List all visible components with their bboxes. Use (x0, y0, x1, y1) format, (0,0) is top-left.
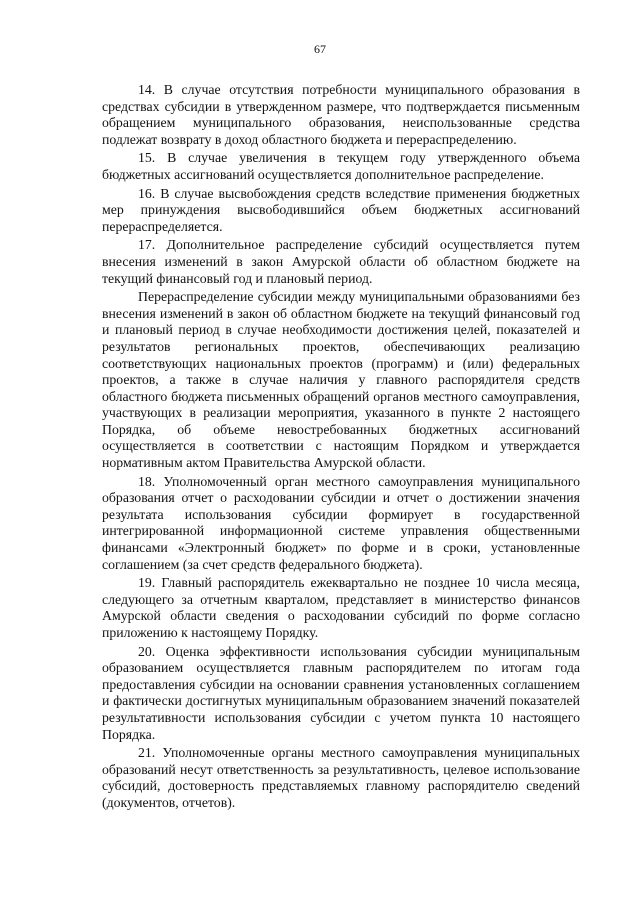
paragraph-21: 21. Уполномоченные органы местного самоуправления муниципальных образований несут ответственность за результативность, целевое использование субсидий, достоверность представляемых главному распорядителю сведений (документов, отчетов). (102, 745, 580, 810)
paragraph-redistribution: Перераспределение субсидии между муниципальными образованиями без внесения изменений в закон об областном бюджете на текущий финансовый год и плановый период в случае необходимости достижения целей, показателей и результатов региональных проектов, обеспечивающих реализацию соответствующих национальных проектов (программ) и (или) федеральных проектов, а также в случае наличия у главного распорядителя средств областного бюджета письменных обращений органов местного самоуправления, участвующих в реализации мероприятия, указанного в пункте 2 настоящего Порядка, об объеме невостребованных бюджетных ассигнований осуществляется в соответствии с настоящим Порядком и утверждается нормативным актом Правительства Амурской области. (102, 289, 580, 471)
paragraph-17: 17. Дополнительное распределение субсидий осуществляется путем внесения изменений в закон Амурской области об областном бюджете на текущий финансовый год и плановый период. (102, 237, 580, 286)
document-body (102, 82, 580, 812)
paragraph-15: 15. В случае увеличения в текущем году утвержденного объема бюджетных ассигнований осуществляется дополнительное распределение. (102, 150, 580, 182)
paragraph-16: 16. В случае высвобождения средств вследствие применения бюджетных мер принуждения высвободившийся объем бюджетных ассигнований перераспределяется. (102, 185, 580, 234)
paragraph-14: 14. В случае отсутствия потребности муниципального образования в средствах субсидии в утвержденном размере, что подтверждается письменным обращением муниципального образования, неиспользованные средства подлежат возврату в доход областного бюджета и перераспределению. (102, 82, 580, 147)
paragraph-20: 20. Оценка эффективности использования субсидии муниципальным образованием осуществляется главным распорядителем по итогам года предоставления субсидии на основании сравнения установленных соглашением и фактически достигнутых муниципальным образованием значений показателей результативности использования субсидии с учетом пункта 10 настоящего Порядка. (102, 643, 580, 742)
page-number: 67 (314, 42, 326, 56)
paragraph-18: 18. Уполномоченный орган местного самоуправления муниципального образования отчет о расходовании субсидии и отчет о достижении значения результата использования субсидии формирует в государственной интегрированной информационной системе управления общественными финансами «Электронный бюджет» по форме и в сроки, установленные соглашением (за счет средств федерального бюджета). (102, 473, 580, 572)
paragraph-19: 19. Главный распорядитель ежеквартально не позднее 10 числа месяца, следующего за отчетным кварталом, представляет в министерство финансов Амурской области сведения о расходовании субсидий по форме согласно приложению к настоящему Порядку. (102, 575, 580, 640)
